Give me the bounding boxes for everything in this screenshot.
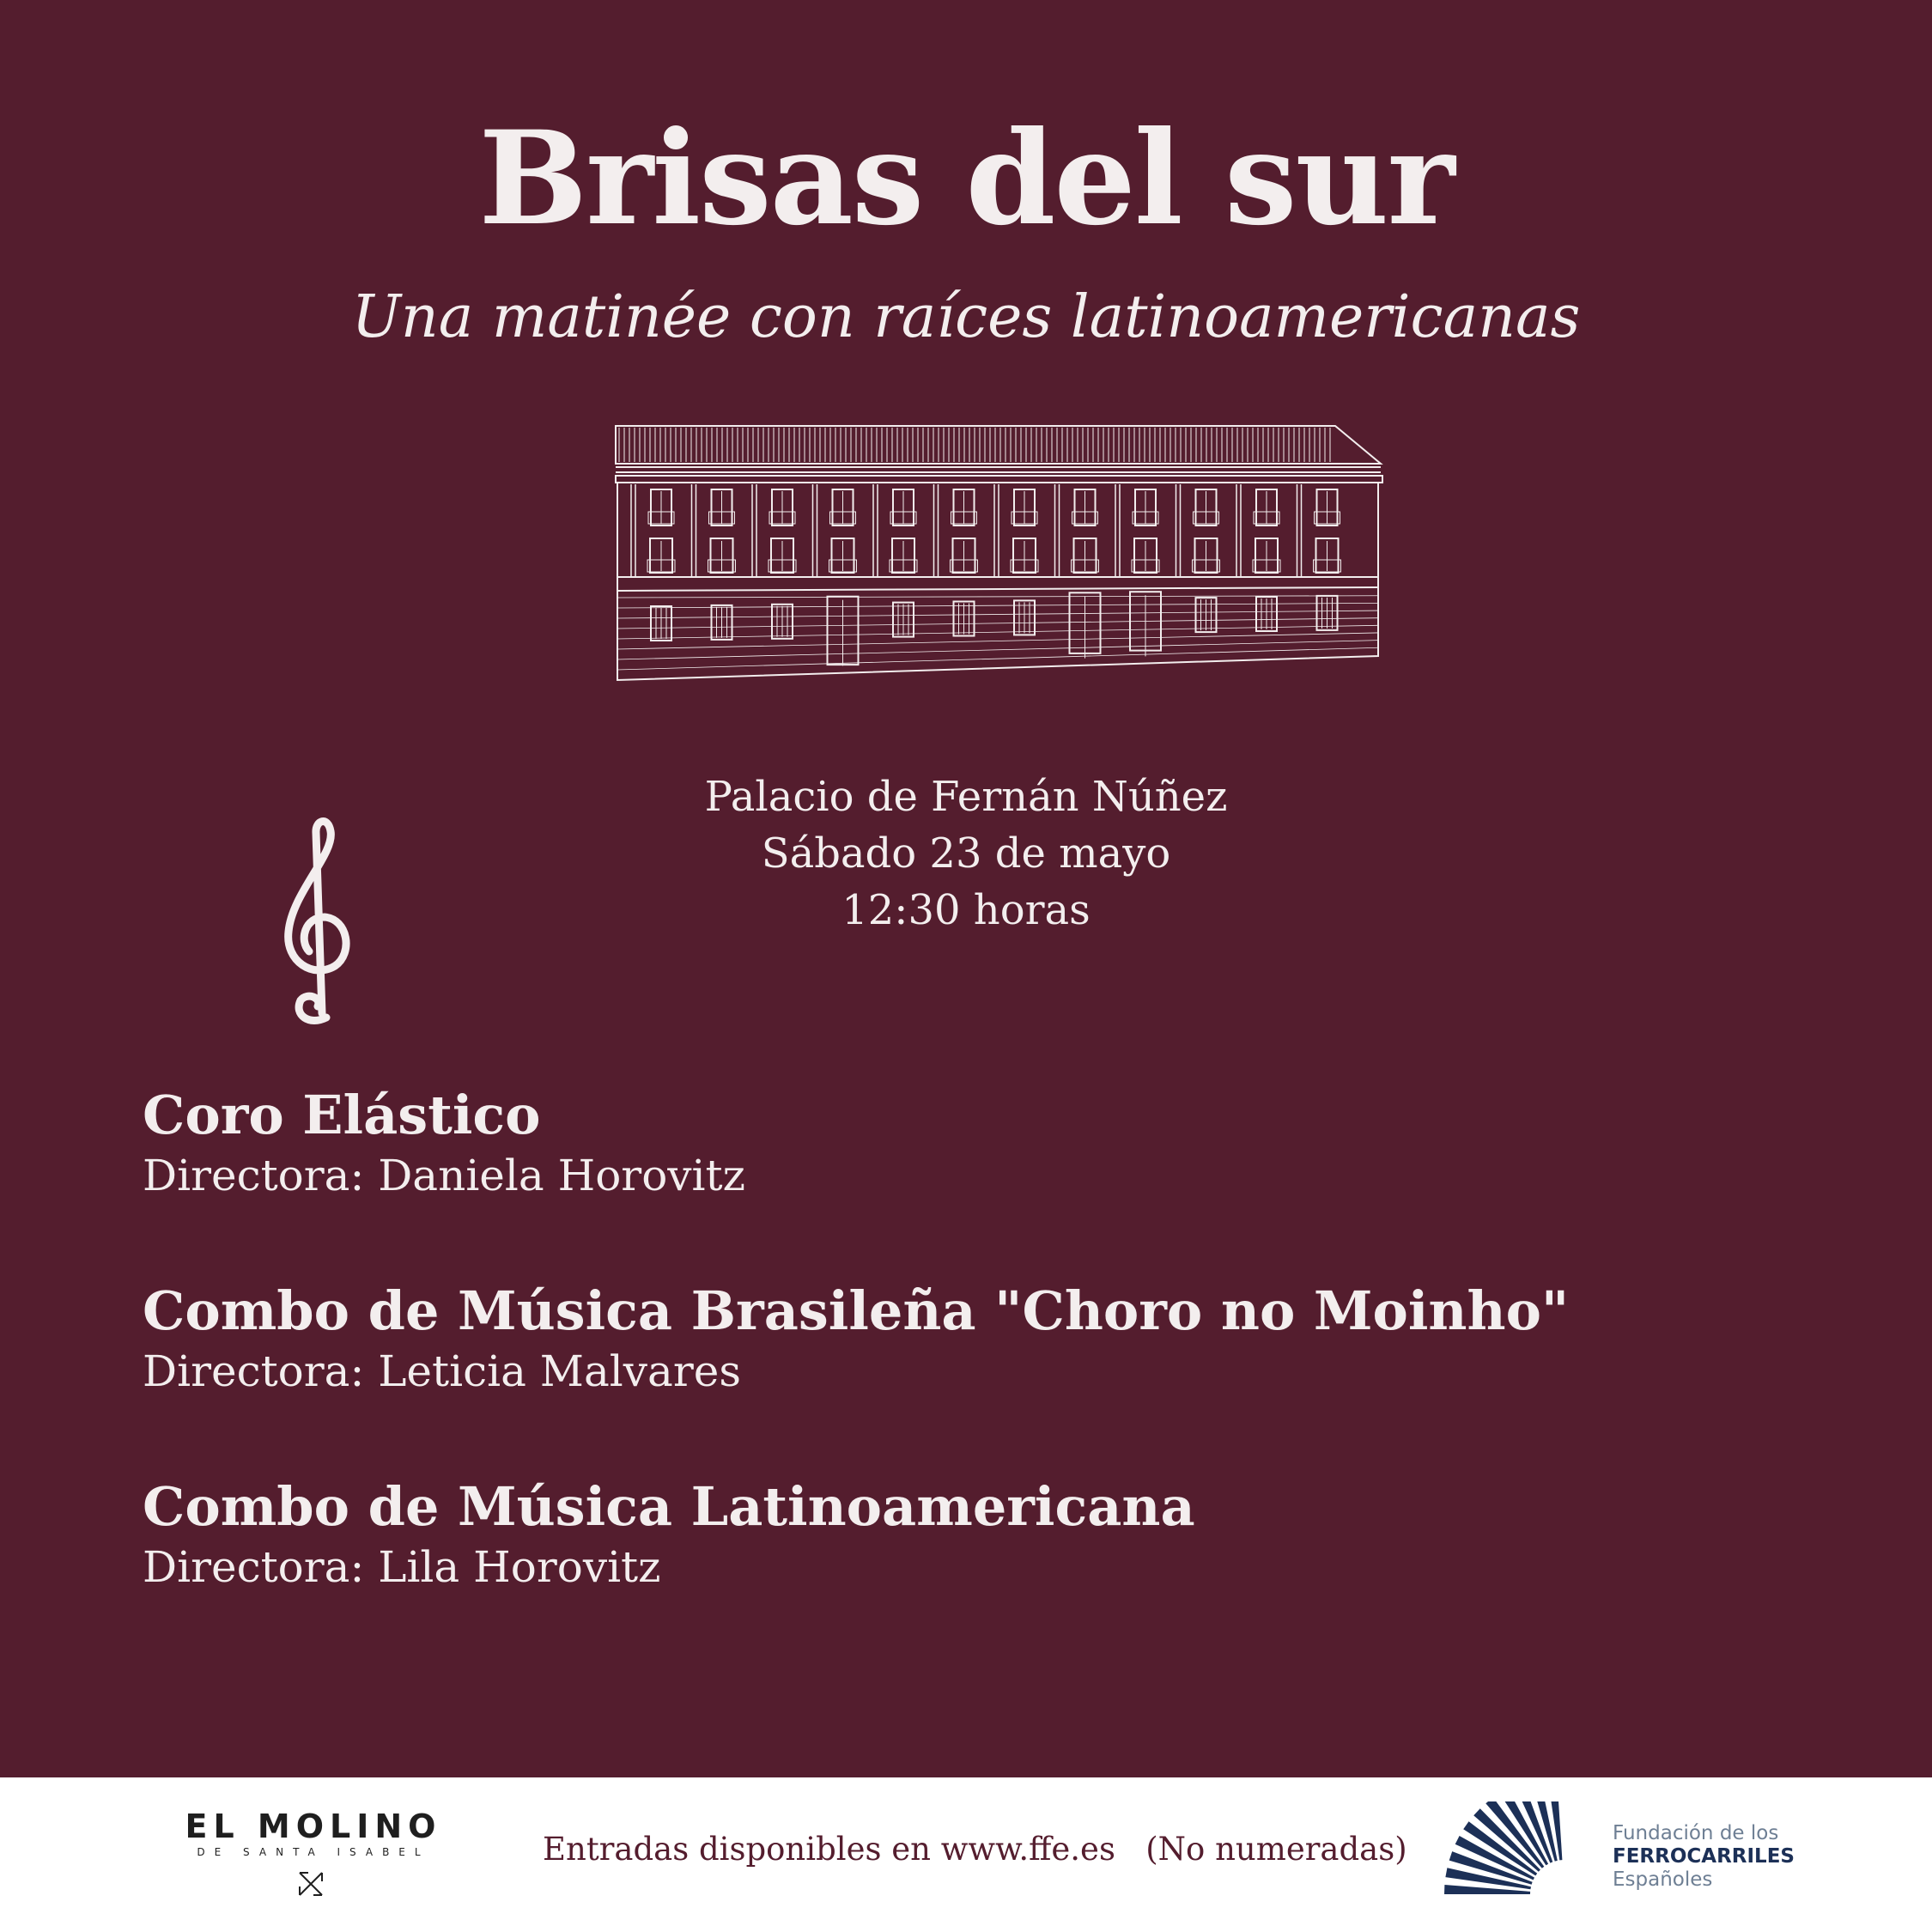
logo-subtitle: DE SANTA ISABEL — [197, 1846, 430, 1858]
time-text: 12:30 horas — [841, 886, 1091, 934]
palace-facade-icon — [614, 422, 1387, 682]
performer-name: Combo de Música Brasileña "Choro no Moinho" — [143, 1279, 1570, 1342]
event-title: Brisas del sur — [478, 103, 1454, 254]
windmill-icon — [296, 1869, 325, 1899]
performer-3 — [143, 1475, 1195, 1595]
performer-director: Directora: Lila Horovitz — [143, 1542, 661, 1592]
el-molino-logo — [172, 1807, 455, 1859]
treble-clef-icon — [275, 816, 361, 1030]
ffe-line2: FERROCARRILES — [1613, 1845, 1795, 1868]
venue-text: Palacio de Fernán Núñez — [704, 773, 1228, 821]
event-subtitle: Una matinée con raíces latinoamericanas — [351, 283, 1581, 351]
date-text: Sábado 23 de mayo — [761, 829, 1171, 878]
ffe-line1: Fundación de los — [1613, 1822, 1779, 1844]
ffe-logo-text — [1613, 1822, 1795, 1892]
tickets-info: Entradas disponibles en www.ffe.es (No numeradas) — [543, 1831, 1407, 1868]
ffe-fan-logo-icon — [1436, 1801, 1573, 1896]
performer-2 — [143, 1279, 1569, 1400]
performer-director: Directora: Leticia Malvares — [143, 1346, 741, 1396]
logo-name: EL MOLINO — [185, 1807, 442, 1845]
performer-director: Directora: Daniela Horovitz — [143, 1151, 745, 1200]
performer-name: Combo de Música Latinoamericana — [143, 1475, 1195, 1538]
ffe-line3: Españoles — [1613, 1868, 1713, 1891]
performer-name: Coro Elástico — [143, 1084, 541, 1146]
performer-1 — [143, 1084, 745, 1204]
